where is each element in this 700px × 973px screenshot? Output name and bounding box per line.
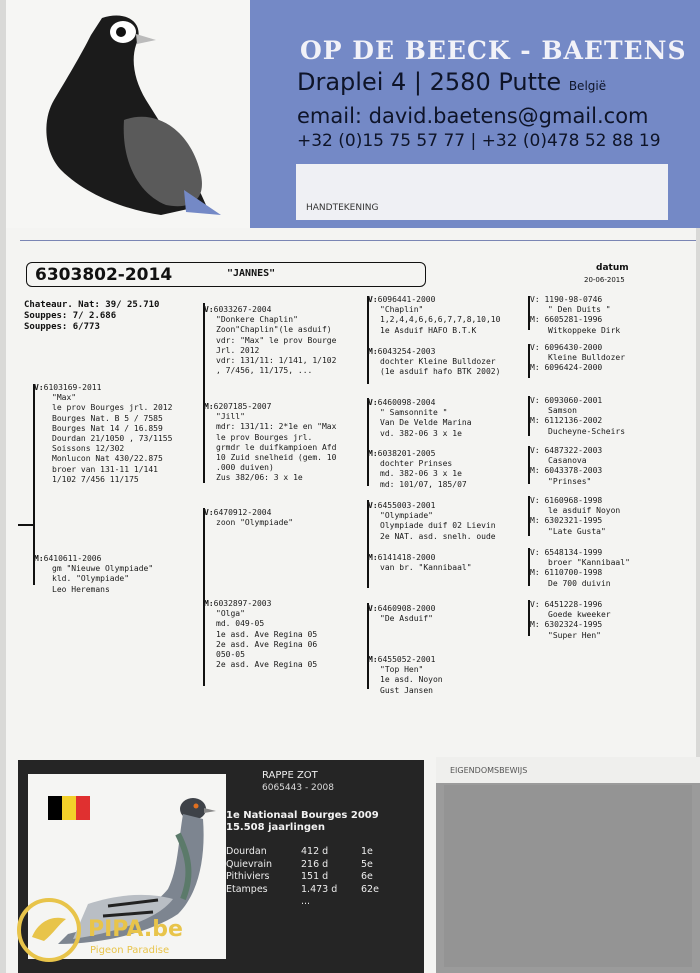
entry-line: 2e asd. Ave Regina 05 <box>216 660 318 670</box>
race-birds: 216 d <box>301 858 329 870</box>
entry-line: "Donkere Chaplin" <box>216 315 298 325</box>
pedigree-sheet <box>6 0 696 973</box>
street-address: Draplei 4 | 2580 Putte <box>297 68 562 96</box>
entry-line: 1/102 7/456 11/175 <box>52 474 139 484</box>
race-place: 62e <box>361 883 379 895</box>
entry-line: kld. "Olympiade" <box>52 574 130 584</box>
entry-line: le prov Bourges jrl. 2012 <box>52 403 173 413</box>
entry-line: Monlucon Nat 430/22.875 <box>52 454 163 464</box>
entry-line: vdr: "Max" le prov Bourge <box>216 335 337 345</box>
race-result-row <box>226 846 391 859</box>
entry-line: , 7/456, 11/175, ... <box>216 366 313 376</box>
result-line: Souppes: 6/773 <box>24 322 100 332</box>
address <box>297 68 606 96</box>
race-result-row <box>226 884 391 897</box>
entry-line: 2e asd. Ave Regina 06 <box>216 639 318 649</box>
sex-label: V: <box>368 295 378 304</box>
race-results-table <box>226 846 391 909</box>
ring-line: 6141418-2000 <box>377 553 436 562</box>
star-pigeon-name: RAPPE ZOT <box>262 770 318 781</box>
entry-line: vdr: 131/11: 1/141, 1/102 <box>216 356 337 366</box>
ring-number: 6303802-2014 <box>35 265 173 285</box>
results-list <box>24 300 159 333</box>
ring-line: 6460098-2004 <box>377 398 436 407</box>
entry-line: "De Asduif" <box>380 614 433 624</box>
race-place: 5e <box>361 858 373 870</box>
entry-line: 050-05 <box>216 650 245 660</box>
race-birds: 412 d <box>301 846 329 857</box>
entry-line: Leo Heremans <box>52 584 110 594</box>
email: email: david.baetens@gmail.com <box>297 104 649 128</box>
sex-label: M: <box>368 655 378 664</box>
dam-entry <box>34 554 153 595</box>
entry-line: "Late Gusta" <box>548 526 606 536</box>
gen3-entry <box>368 295 500 336</box>
entry-line: "Top Hen" <box>380 665 424 675</box>
ring-line: 6032897-2003 <box>213 599 272 608</box>
entry-line: Olympiade duif 02 Lievin <box>380 521 496 531</box>
entry-line: 2e NAT. asd. snelh. oude <box>380 531 496 541</box>
race-result-row <box>226 871 391 884</box>
datum-value: 20-06-2015 <box>584 276 625 284</box>
result-line: Chateaur. Nat: 39/ 25.710 <box>24 300 160 310</box>
logo-area <box>6 0 250 228</box>
sex-label: V: <box>204 305 214 314</box>
entry-line: 10 Zuid snelheid (gem. 10 <box>216 453 337 463</box>
divider <box>20 240 696 241</box>
race-place: 1e <box>361 846 373 857</box>
pedigree-header-box <box>26 262 426 287</box>
ring-line: 6455052-2001 <box>377 655 436 664</box>
entry-line: 1e asd. Ave Regina 05 <box>216 629 318 639</box>
entry-line: Gust Jansen <box>380 685 433 695</box>
ring-line: 6096441-2000 <box>377 295 436 304</box>
sex-label: V: <box>368 604 378 613</box>
pipa-logo-icon <box>14 895 84 965</box>
race-birds: 1.473 d <box>301 883 338 895</box>
entry-line: broer van 131-11 1/141 <box>52 464 158 474</box>
entry-line: Jrl. 2012 <box>216 345 260 355</box>
loft-title: OP DE BEECK - BAETENS <box>300 36 687 65</box>
ring-line: 6103169-2011 <box>43 383 102 392</box>
entry-line: md. 049-05 <box>216 619 265 629</box>
result-line: Souppes: 7/ 2.686 <box>24 311 117 321</box>
gen3-entry <box>368 604 435 624</box>
entry-line: "Super Hen" <box>548 630 601 640</box>
sire-entry <box>34 383 172 485</box>
gen3-entry <box>368 398 472 439</box>
grandsire-entry <box>204 508 293 528</box>
entry-line: dochter Kleine Bulldozer <box>380 357 496 367</box>
pipa-watermark <box>14 895 214 965</box>
ownership-field[interactable] <box>444 785 692 967</box>
ring-line: 6033267-2004 <box>213 305 272 314</box>
entry-line: mdr: 131/11: 2*1e en "Max <box>216 422 337 432</box>
achievement-subtitle: 15.508 jaarlingen <box>226 822 325 833</box>
sex-label: M: <box>368 553 378 562</box>
entry-line: (1e asduif hafo BTK 2002) <box>380 367 501 377</box>
entry-line: md. 382-06 3 x 1e <box>380 469 462 479</box>
ring-line: M: 6096424-2000 <box>530 363 603 373</box>
entry-line: Zoon"Chaplin"(le asduif) <box>216 325 332 335</box>
ownership-box <box>436 757 700 973</box>
entry-line: dochter Prinses <box>380 459 453 469</box>
sex-label: M: <box>368 449 378 458</box>
gen4-entry <box>530 396 625 437</box>
entry-line: "Jill" <box>216 412 245 422</box>
gen4-entry <box>530 600 611 641</box>
ring-line: 6207185-2007 <box>213 402 272 411</box>
entry-line: "Prinses" <box>548 476 592 486</box>
ring-line: M: 6302321-1995 <box>530 516 603 526</box>
ownership-label: EIGENDOMSBEWIJS <box>450 766 528 775</box>
entry-line: le prov Bourges jrl. <box>216 432 313 442</box>
bracket-line <box>18 524 34 526</box>
entry-line: Samson <box>548 406 577 416</box>
sex-label: M: <box>204 402 214 411</box>
entry-line: gm "Nieuwe Olympiade" <box>52 564 154 574</box>
ring-line: M: 6043378-2003 <box>530 466 603 476</box>
ring-line: 6460908-2000 <box>377 604 436 613</box>
race-name <box>226 896 301 909</box>
entry-line: " Samsonnite " <box>380 408 448 418</box>
grandsire-entry <box>204 305 336 376</box>
ring-line: V: 6096430-2000 <box>530 343 603 352</box>
ring-line: V: 6451228-1996 <box>530 600 603 609</box>
entry-line: Zus 382/06: 3 x 1e <box>216 473 303 483</box>
race-name: Quievrain <box>226 858 272 870</box>
header-banner <box>250 0 700 228</box>
sex-label: V: <box>368 501 378 510</box>
ring-line: 6455003-2001 <box>377 501 436 510</box>
entry-line: Van De Velde Marina <box>380 418 472 428</box>
pigeon-name: "JANNES" <box>227 268 276 279</box>
ring-line: V: 6487322-2003 <box>530 446 603 455</box>
entry-line: 1e asd. Noyon <box>380 675 443 685</box>
entry-line: "Chaplin" <box>380 305 424 315</box>
gen4-entry <box>530 295 620 336</box>
race-result-row <box>226 896 391 909</box>
race-result-row <box>226 859 391 872</box>
entry-line: vd. 382-06 3 x 1e <box>380 428 462 438</box>
phone: +32 (0)15 75 57 77 | +32 (0)478 52 88 19 <box>297 131 661 151</box>
entry-line: 1e Asduif HAFO B.T.K <box>380 325 477 335</box>
sex-label: M: <box>34 554 44 563</box>
gen4-entry <box>530 496 620 537</box>
granddam-entry <box>204 402 336 484</box>
ring-line: V: 1190-98-0746 <box>530 295 603 304</box>
race-place <box>361 896 391 909</box>
watermark-sub: Pigeon Paradise <box>90 945 170 956</box>
entry-line: Bourges Nat. B 5 / 7585 <box>52 413 163 423</box>
entry-line: .000 duiven) <box>216 463 274 473</box>
entry-line: "Olympiade" <box>380 511 433 521</box>
entry-line: Casanova <box>548 456 587 466</box>
gen3-entry <box>368 347 500 378</box>
sex-label: V: <box>368 398 378 407</box>
entry-line: "Max" <box>52 393 77 403</box>
gen3-entry <box>368 501 496 542</box>
entry-line: le asduif Noyon <box>548 506 621 516</box>
signature-label: HANDTEKENING <box>306 203 379 213</box>
gen3-entry <box>368 655 443 696</box>
sex-label: V: <box>34 383 44 392</box>
star-pigeon-ring: 6065443 - 2008 <box>262 783 334 793</box>
entry-line: van br. "Kannibaal" <box>380 563 472 573</box>
race-birds: 151 d <box>301 871 329 882</box>
ring-line: 6410611-2006 <box>43 554 102 563</box>
entry-line: Kleine Bulldozer <box>548 353 626 363</box>
ring-line: 6043254-2003 <box>377 347 436 356</box>
entry-line: Dourdan 21/1050 , 73/1155 <box>52 434 173 444</box>
race-ellipsis: ... <box>301 896 311 907</box>
gen4-entry <box>530 548 630 589</box>
granddam-entry <box>204 599 317 670</box>
ring-line: V: 6093060-2001 <box>530 396 603 405</box>
ring-line: M: 6112136-2002 <box>530 416 603 426</box>
watermark-main: PIPA.be <box>88 917 183 942</box>
race-name: Dourdan <box>226 846 267 857</box>
entry-line: broer "Kannibaal" <box>548 558 630 568</box>
entry-line: "Olga" <box>216 609 245 619</box>
sex-label: V: <box>204 508 214 517</box>
country: België <box>568 79 607 93</box>
race-place: 6e <box>361 871 373 882</box>
signature-box[interactable] <box>296 164 668 220</box>
ring-line: 6470912-2004 <box>213 508 272 517</box>
gen3-entry <box>368 553 472 573</box>
entry-line: zoon "Olympiade" <box>216 518 294 528</box>
entry-line: Ducheyne-Scheirs <box>548 426 626 436</box>
ring-line: M: 6302324-1995 <box>530 620 603 630</box>
gen4-entry <box>530 343 625 374</box>
achievement-title: 1e Nationaal Bourges 2009 <box>226 810 379 821</box>
entry-line: " Den Duits " <box>548 305 611 315</box>
entry-line: grmdr le duifkampioen Afd <box>216 442 337 452</box>
entry-line: De 700 duivin <box>548 578 611 588</box>
ring-line: M: 6110700-1998 <box>530 568 603 578</box>
sex-label: M: <box>204 599 214 608</box>
entry-line: Soissons 12/302 <box>52 444 125 454</box>
sex-label: M: <box>368 347 378 356</box>
entry-line: Bourges Nat 14 / 16.859 <box>52 423 163 433</box>
pigeon-logo-icon <box>6 0 246 228</box>
ring-line: V: 6548134-1999 <box>530 548 603 557</box>
ring-line: M: 6605281-1996 <box>530 315 603 325</box>
gen4-entry <box>530 446 602 487</box>
gen3-entry <box>368 449 467 490</box>
ring-line: 6038201-2005 <box>377 449 436 458</box>
ring-line: V: 6160968-1998 <box>530 496 603 505</box>
ownership-header <box>436 757 700 783</box>
entry-line: 1,2,4,4,6,6,6,7,7,8,10,10 <box>380 315 501 325</box>
race-name: Etampes <box>226 883 268 895</box>
datum-label: datum <box>596 263 629 273</box>
race-name: Pithiviers <box>226 871 270 882</box>
entry-line: Goede kweeker <box>548 610 611 620</box>
entry-line: md: 101/07, 185/07 <box>380 479 467 489</box>
entry-line: Witkoppeke Dirk <box>548 325 621 335</box>
